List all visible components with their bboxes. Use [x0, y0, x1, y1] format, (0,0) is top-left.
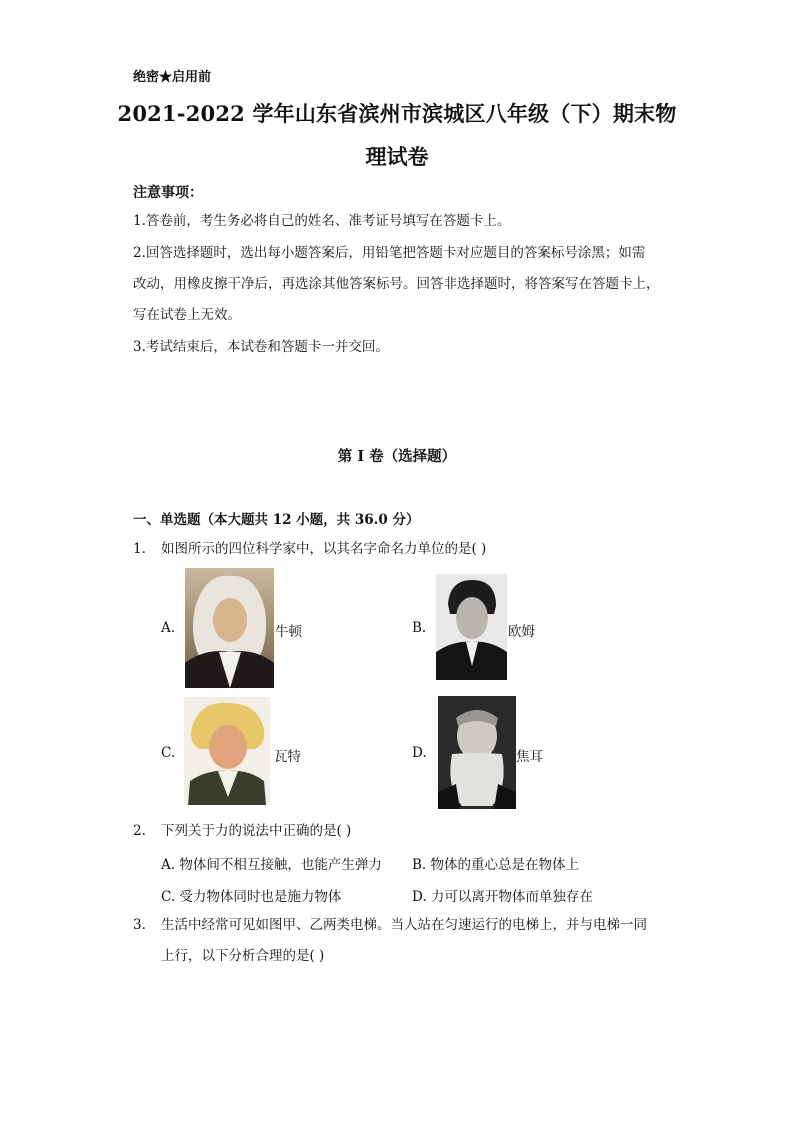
question-text: 如图所示的四位科学家中，以其名字命名力单位的是( ) [161, 541, 487, 557]
notice-item: 写在试卷上无效。 [133, 307, 241, 323]
question-text: 下列关于力的说法中正确的是( ) [161, 823, 352, 839]
option-name: 牛顿 [275, 624, 302, 640]
choice-d: D. 力可以离开物体而单独存在 [412, 889, 593, 905]
option-letter: A. [161, 620, 176, 636]
question-number: 1. [133, 541, 146, 557]
exam-title-line-2: 理试卷 [365, 144, 429, 169]
ohm-portrait [436, 574, 507, 680]
notice-item: 改动，用橡皮擦干净后，再选涂其他答案标号。回答非选择题时，将答案写在答题卡上， [133, 276, 660, 292]
notice-item: 3.考试结束后，本试卷和答题卡一并交回。 [133, 339, 389, 355]
option-letter: B. [412, 620, 427, 636]
choice-b: B. 物体的重心总是在物体上 [412, 857, 580, 873]
question-text-line-1: 生活中经常可见如图甲、乙两类电梯。当人站在匀速运行的电梯上，并与电梯一同 [161, 917, 647, 933]
newton-portrait [185, 568, 274, 688]
section-title: 第 I 卷（选择题） [337, 448, 457, 465]
option-name: 焦耳 [516, 749, 543, 765]
option-letter: D. [412, 745, 427, 761]
question-number: 2. [133, 823, 146, 839]
notice-item: 2.回答选择题时，选出每小题答案后，用铅笔把答题卡对应题目的答案标号涂黑；如需 [133, 245, 646, 261]
secret-mark: 绝密★启用前 [133, 70, 212, 85]
choice-a: A. 物体间不相互接触，也能产生弹力 [161, 857, 382, 873]
option-name: 欧姆 [508, 624, 535, 640]
question-text-line-2: 上行，以下分析合理的是( ) [161, 948, 325, 964]
watt-portrait [184, 697, 270, 805]
joule-portrait [438, 696, 516, 809]
part-heading: 一、单选题（本大题共 12 小题，共 36.0 分） [133, 512, 420, 528]
notice-heading: 注意事项： [133, 185, 203, 201]
choice-c: C. 受力物体同时也是施力物体 [161, 889, 342, 905]
option-name: 瓦特 [274, 749, 301, 765]
exam-title-line-1: 2021-2022 学年山东省滨州市滨城区八年级（下）期末物 [117, 101, 677, 126]
question-number: 3. [133, 917, 146, 933]
notice-item: 1.答卷前，考生务必将自己的姓名、准考证号填写在答题卡上。 [133, 213, 511, 229]
option-letter: C. [161, 745, 176, 761]
